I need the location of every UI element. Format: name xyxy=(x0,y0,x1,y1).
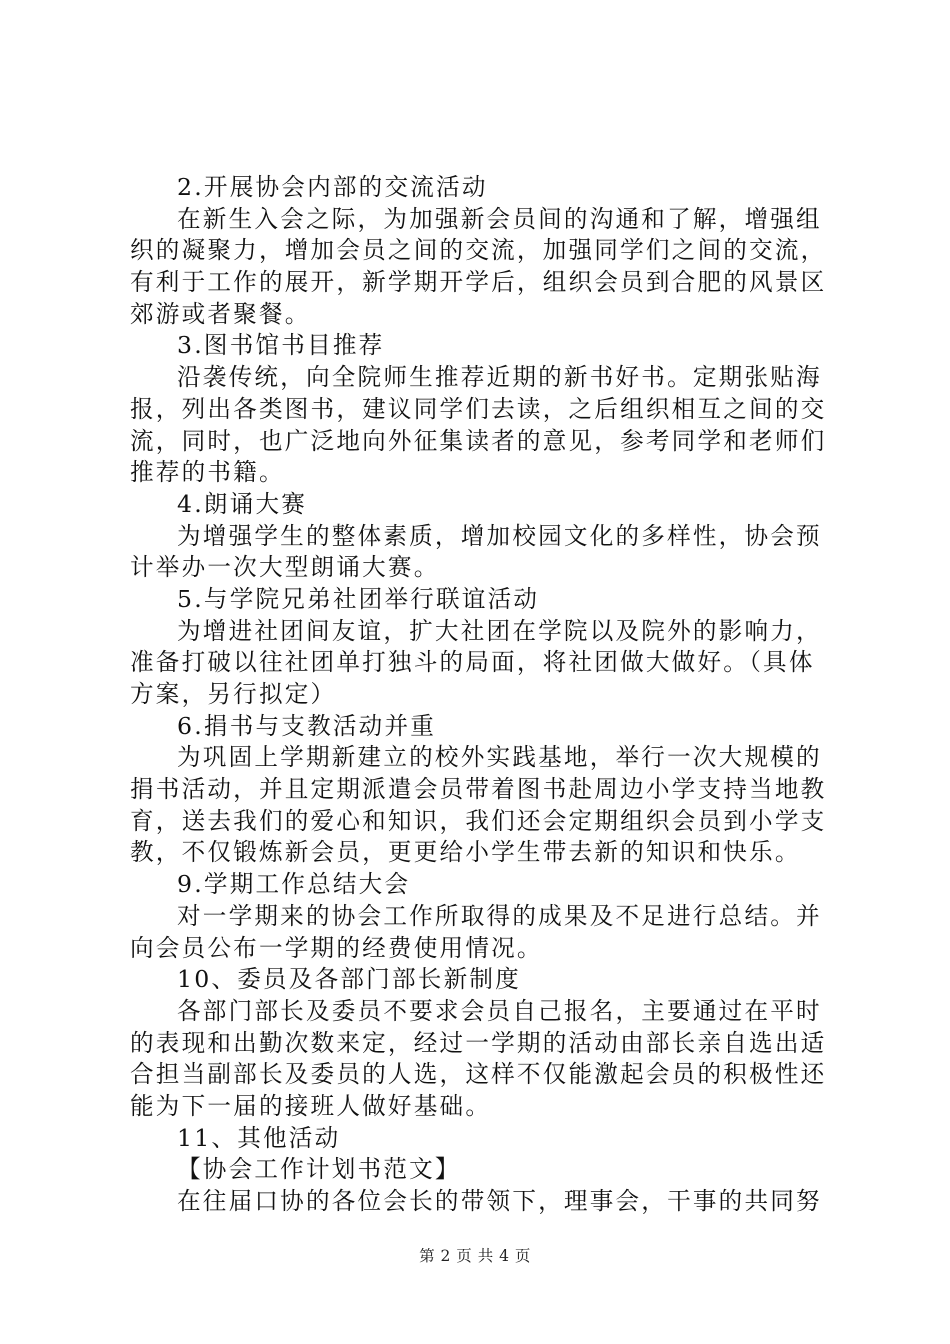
paragraph-line: 织的凝聚力，增加会员之间的交流，加强同学们之间的交流， xyxy=(130,236,827,265)
paragraph-line: 捐书活动，并且定期派遣会员带着图书赴周边小学支持当地教 xyxy=(130,775,827,804)
section-heading: 3.图书馆书目推荐 xyxy=(177,331,385,360)
paragraph-line: 的表现和出勤次数来定，经过一学期的活动由部长亲自选出适 xyxy=(130,1028,827,1057)
paragraph-line: 在往届口协的各位会长的带领下，理事会，干事的共同努 xyxy=(177,1187,822,1215)
paragraph-line: 流，同时，也广泛地向外征集读者的意见，参考同学和老师们 xyxy=(130,426,827,455)
paragraph-line: 为增强学生的整体素质，增加校园文化的多样性，协会预 xyxy=(177,521,822,550)
paragraph-line: 在新生入会之际，为加强新会员间的沟通和了解，增强组 xyxy=(177,204,822,233)
paragraph-line: 合担当副部长及委员的人选，这样不仅能激起会员的积极性还 xyxy=(130,1060,827,1089)
section-heading: 5.与学院兄弟社团举行联谊活动 xyxy=(177,584,540,613)
section-heading: 【协会工作计划书范文】 xyxy=(177,1155,461,1184)
paragraph-line: 对一学期来的协会工作所取得的成果及不足进行总结。并 xyxy=(177,901,822,930)
paragraph-line: 为增进社团间友谊，扩大社团在学院以及院外的影响力， xyxy=(177,616,822,645)
paragraph-line: 准备打破以往社团单打独斗的局面，将社团做大做好。（具体 xyxy=(130,648,815,677)
page-number-footer: 第 2 页 共 4 页 xyxy=(419,1247,531,1265)
paragraph-line: 推荐的书籍。 xyxy=(130,458,285,487)
paragraph-line: 育，送去我们的爱心和知识，我们还会定期组织会员到小学支 xyxy=(130,806,827,835)
paragraph-line: 计举办一次大型朗诵大赛。 xyxy=(130,553,440,582)
paragraph-line: 郊游或者聚餐。 xyxy=(130,299,311,328)
section-heading: 2.开展协会内部的交流活动 xyxy=(177,173,488,201)
document-body xyxy=(130,172,835,1218)
paragraph-line: 各部门部长及委员不要求会员自己报名，主要通过在平时 xyxy=(177,996,822,1025)
section-heading: 6.捐书与支教活动并重 xyxy=(177,711,437,740)
section-heading: 4.朗诵大赛 xyxy=(177,489,308,518)
paragraph-line: 方案，另行拟定） xyxy=(130,680,337,708)
paragraph-line: 为巩固上学期新建立的校外实践基地，举行一次大规模的 xyxy=(177,743,822,772)
paragraph-line: 教，不仅锻炼新会员，更更给小学生带去新的知识和快乐。 xyxy=(130,838,801,867)
section-heading: 9.学期工作总结大会 xyxy=(177,870,411,899)
section-heading: 10、委员及各部门部长新制度 xyxy=(177,965,521,994)
paragraph-line: 有利于工作的展开，新学期开学后，组织会员到合肥的风景区 xyxy=(130,268,827,297)
paragraph-line: 能为下一届的接班人做好基础。 xyxy=(130,1091,492,1120)
paragraph-line: 沿袭传统，向全院师生推荐近期的新书好书。定期张贴海 xyxy=(177,363,822,392)
paragraph-line: 向会员公布一学期的经费使用情况。 xyxy=(130,933,543,962)
section-heading: 11、其他活动 xyxy=(177,1123,341,1152)
paragraph-line: 报，列出各类图书，建议同学们去读，之后组织相互之间的交 xyxy=(130,394,827,423)
